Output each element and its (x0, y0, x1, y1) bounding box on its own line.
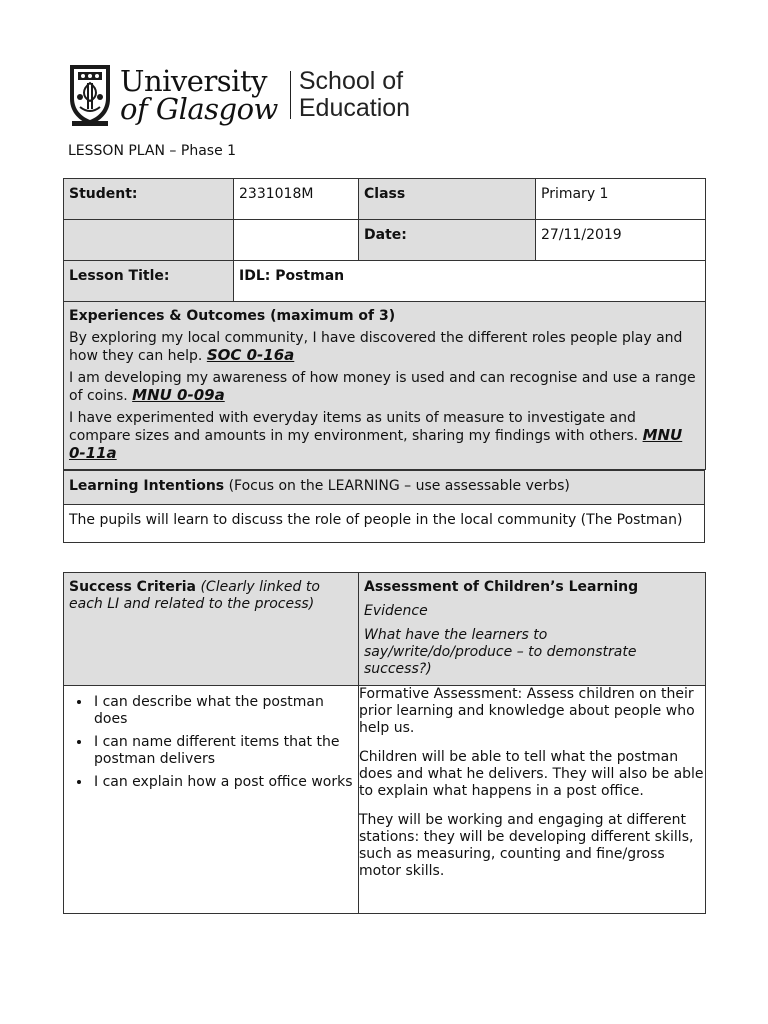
outcome-text: By exploring my local community, I have discovered the different roles people play and how they can help. (69, 330, 683, 364)
outcome-code: MNU 0-11a (69, 426, 683, 462)
class-value: Primary 1 (536, 179, 706, 220)
university-name-line2: of Glasgow (120, 92, 278, 126)
lesson-title-value: IDL: Postman (234, 261, 706, 302)
empty-value-cell (234, 220, 359, 261)
outcome-item (69, 370, 700, 405)
lesson-details-table (63, 178, 706, 470)
outcome-item (69, 330, 700, 365)
assessment-paragraph: Children will be able to tell what the postman does and what he delivers. They will also be able to explain what happens in a post office. (359, 749, 704, 799)
assessment-paragraph: Formative Assessment: Assess children on their prior learning and knowledge about people who help us. (359, 686, 695, 736)
lesson-plan-title: LESSON PLAN – Phase 1 (68, 143, 237, 159)
assessment-evidence: Evidence (364, 603, 428, 619)
university-name-line1: University (120, 64, 267, 98)
class-label: Class (359, 179, 536, 220)
school-name-line2: Education (298, 94, 411, 122)
date-label: Date: (359, 220, 536, 261)
lesson-title-label: Lesson Title: (64, 261, 234, 302)
outcome-item (69, 410, 700, 463)
success-criteria-item: • I can explain how a post office works (92, 774, 358, 791)
assessment-body (359, 686, 706, 914)
date-value: 27/11/2019 (536, 220, 706, 261)
outcome-code: MNU 0-09a (132, 386, 225, 404)
outcome-text: I am developing my awareness of how money is used and can recognise and use a range of coins. (69, 370, 696, 404)
experiences-outcomes (64, 302, 706, 470)
success-criteria-title: Success Criteria (69, 579, 196, 595)
success-criteria-note: (Clearly linked to each LI and related to the process) (69, 579, 320, 612)
school-name-line1: School of (298, 67, 404, 95)
student-value: 2331018M (234, 179, 359, 220)
assessment-heading (359, 573, 706, 686)
success-criteria-item: • I can describe what the postman does (92, 694, 358, 728)
student-label: Student: (64, 179, 234, 220)
learning-intentions-title: Learning Intentions (69, 478, 225, 494)
assessment-paragraph: They will be working and engaging at different stations: they will be developing different skills, such as measuring, counting and fine/gross motor skills. (359, 812, 694, 879)
outcome-text: I have experimented with everyday items as units of measure to investigate and compare sizes and amounts in my environment, sharing my findings with others. (69, 410, 639, 444)
assessment-prompt: What have the learners to say/write/do/produce – to demonstrate success?) (364, 627, 637, 677)
university-crest-icon (68, 63, 112, 127)
success-criteria-heading (64, 573, 359, 686)
empty-label-cell (64, 220, 234, 261)
school-name (299, 68, 410, 122)
university-logo (68, 62, 410, 128)
learning-intentions-table (63, 470, 705, 543)
logo-divider (290, 71, 291, 119)
success-assessment-table (63, 572, 706, 914)
success-criteria-item: • I can name different items that the postman delivers (92, 734, 358, 768)
university-name (120, 64, 278, 126)
success-criteria-list (64, 694, 358, 791)
learning-intentions-note: (Focus on the LEARNING – use assessable verbs) (228, 478, 570, 494)
assessment-title: Assessment of Children’s Learning (364, 579, 639, 595)
outcomes-heading: Experiences & Outcomes (maximum of 3) (69, 308, 396, 324)
outcome-code: SOC 0-16a (206, 346, 295, 364)
learning-intentions-heading (64, 471, 705, 505)
learning-intentions-text: The pupils will learn to discuss the role of people in the local community (The Postman) (64, 505, 705, 543)
success-criteria-list-cell (64, 686, 359, 914)
